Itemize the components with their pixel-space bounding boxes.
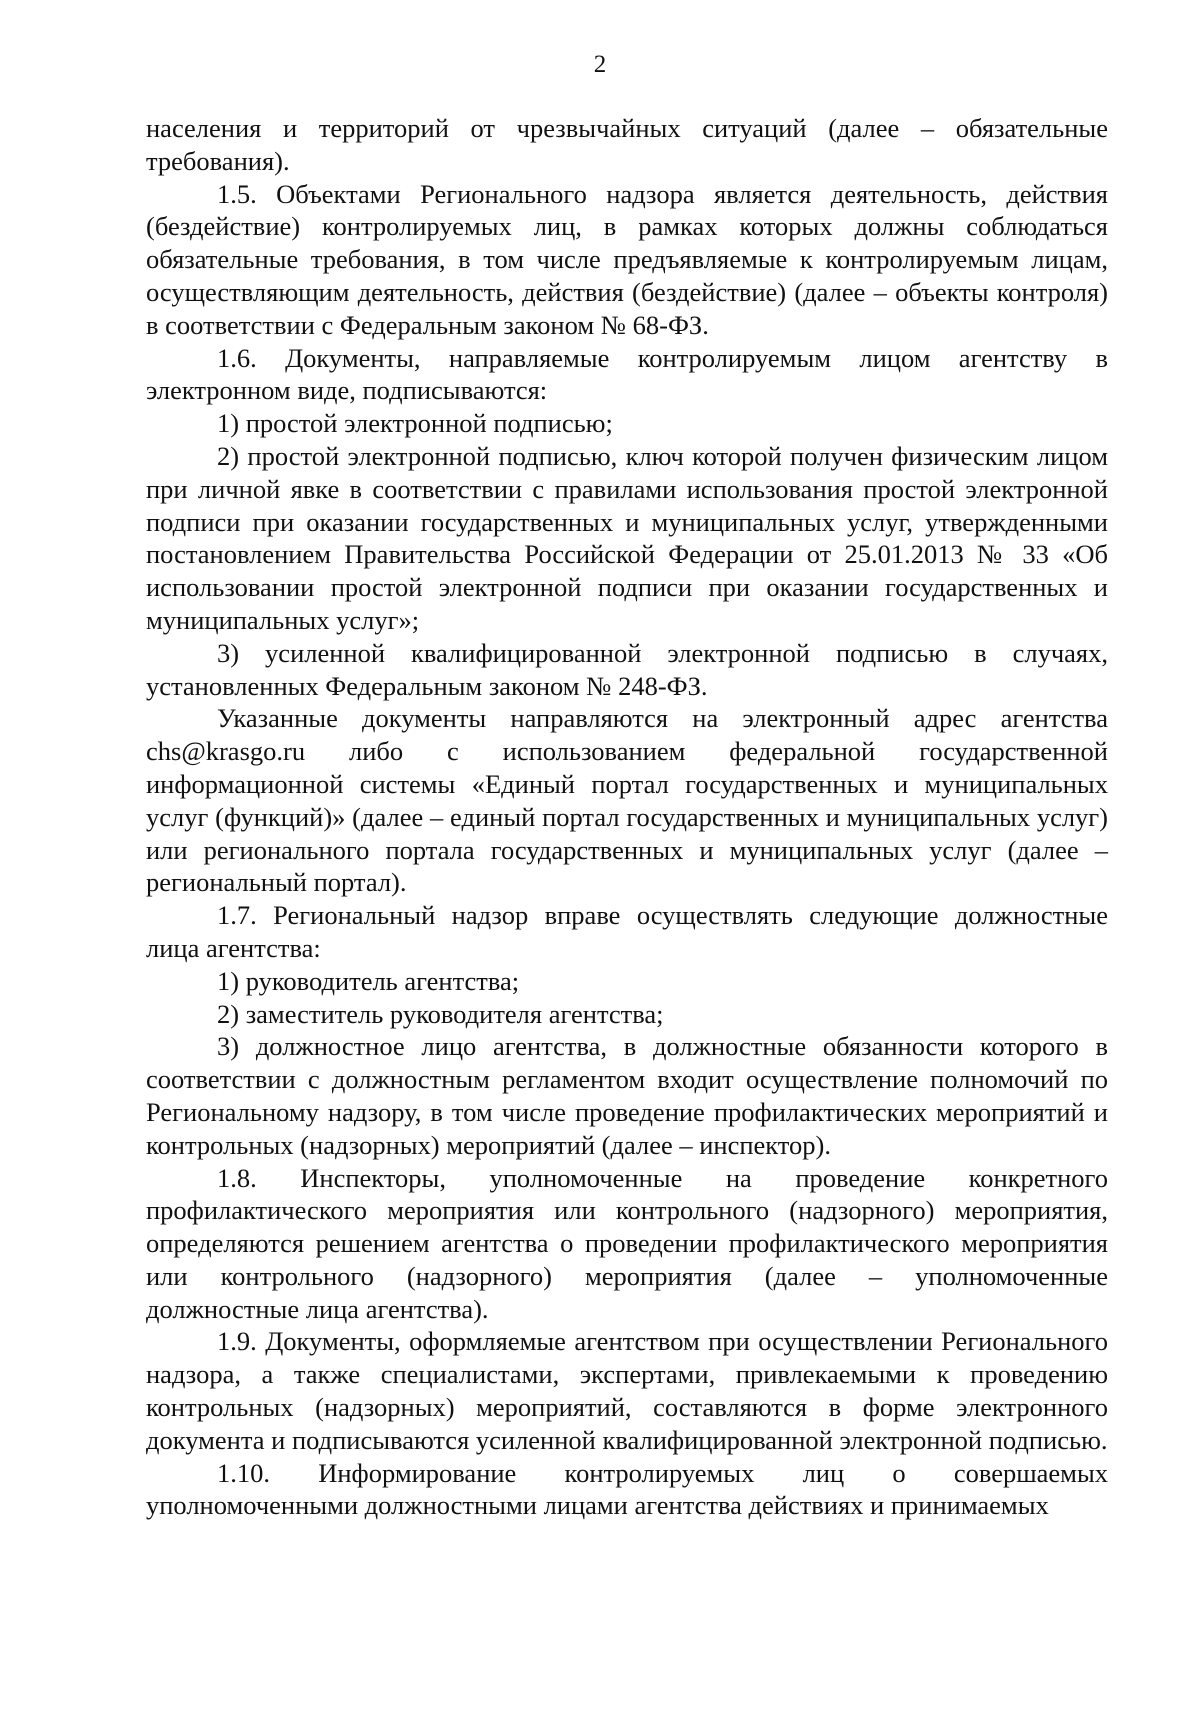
list-item-1-7-2: 2) заместитель руководителя агентства;: [217, 998, 664, 1029]
list-item-1-7-1: 1) руководитель агентства;: [217, 965, 520, 996]
list-item-1-6-2: 2) простой электронной подписью, ключ которой получен физическим лицом при личной явке в соответствии с правилами использования простой электронной подписи при оказании государственных и муниципальных услуг, утвержденными постановлением Правительства Российской Федерации от 25.01.2013 № 33 «Об использовании простой электронной подписи при оказании государственных и муниципальных услуг»;: [146, 440, 1108, 635]
paragraph-1-7: 1.7. Региональный надзор вправе осуществлять следующие должностные лица агентства:: [146, 900, 1108, 963]
document-body: [146, 112, 1108, 1522]
paragraph-1-9: 1.9. Документы, оформляемые агентством при осуществлении Регионального надзора, а также специалистами, экспертами, привлекаемыми к проведению контрольных (надзорных) мероприятий, составляются в форме электронного документа и подписываются усиленной квалифицированной электронной подписью.: [146, 1326, 1108, 1455]
list-item-1-6-1: 1) простой электронной подписью;: [217, 408, 613, 439]
paragraph-1-6: 1.6. Документы, направляемые контролируемым лицом агентству в электронном виде, подписываются:: [146, 342, 1108, 406]
page-number: 2: [593, 51, 607, 78]
paragraph-1-8: 1.8. Инспекторы, уполномоченные на проведение конкретного профилактического мероприятия или контрольного (надзорного) мероприятия, определяются решением агентства о проведении профилактического мероприятия или контрольного (надзорного) мероприятия (далее – уполномоченные должностные лица агентства).: [146, 1162, 1108, 1324]
paragraph-1-5: 1.5. Объектами Регионального надзора является деятельность, действия (бездействие) контролируемых лиц, в рамках которых должны соблюдаться обязательные требования, в том числе предъявляемые к контролируемым лицам, осуществляющим деятельность, действия (бездействие) (далее – объекты контроля) в соответствии с Федеральным законом № 68-ФЗ.: [146, 178, 1108, 340]
list-item-1-7-3: 3) должностное лицо агентства, в должностные обязанности которого в соответствии с должностным регламентом входит осуществление полномочий по Региональному надзору, в том числе проведение профилактических мероприятий и контрольных (надзорных) мероприятий (далее – инспектор).: [146, 1031, 1108, 1160]
paragraph-documents-address: Указанные документы направляются на электронный адрес агентства chs@krasgo.ru либо с использованием федеральной государственной информационной системы «Единый портал государственных и муниципальных услуг (функций)» (далее – единый портал государственных и муниципальных услуг) или регионального портала государственных и муниципальных услуг (далее – региональный портал).: [146, 703, 1108, 898]
paragraph-1-10: 1.10. Информирование контролируемых лиц о совершаемых уполномоченными должностными лицами агентства действиях и принимаемых: [146, 1457, 1108, 1521]
paragraph-continuation: населения и территорий от чрезвычайных ситуаций (далее – обязательные требования).: [146, 113, 1108, 176]
list-item-1-6-3: 3) усиленной квалифицированной электронной подписью в случаях, установленных Федеральным законом № 248-ФЗ.: [146, 637, 1108, 701]
